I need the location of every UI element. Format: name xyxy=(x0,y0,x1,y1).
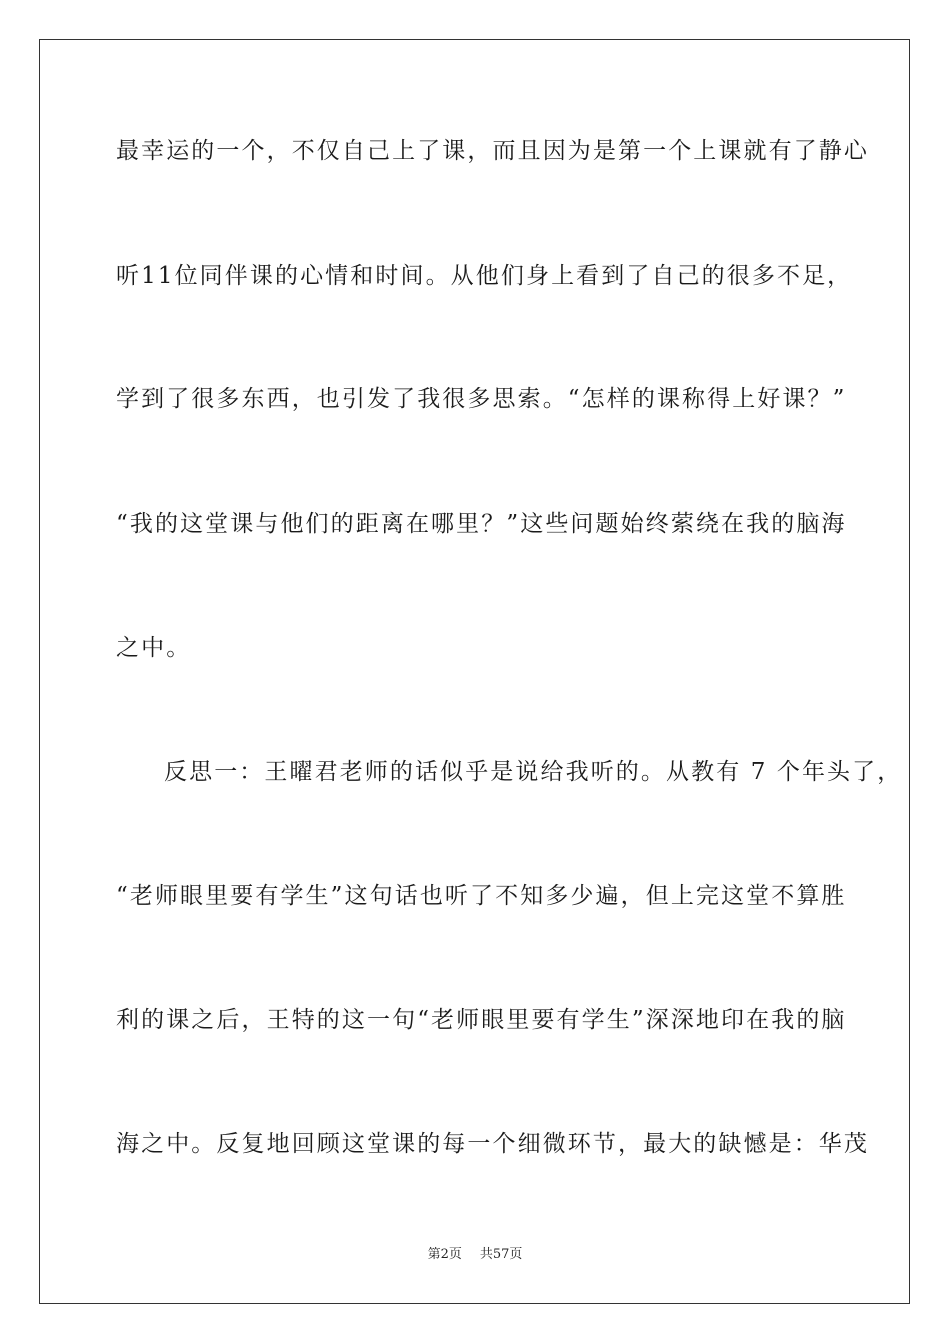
body-text-line: 最幸运的一个，不仅自己上了课，而且因为是第一个上课就有了静心 xyxy=(116,138,869,164)
paragraph-first-line: 反思一：王曜君老师的话似乎是说给我听的。从教有 7 个年头了， xyxy=(164,759,903,785)
page-border xyxy=(39,39,910,1304)
page-number: 第2页 xyxy=(427,1247,462,1262)
body-text-line: 海之中。反复地回顾这堂课的每一个细微环节，最大的缺憾是：华茂 xyxy=(116,1131,869,1157)
body-text-line: “我的这堂课与他们的距离在哪里？”这些问题始终萦绕在我的脑海 xyxy=(116,511,847,537)
body-text-line: 利的课之后，王特的这一句“老师眼里要有学生”深深地印在我的脑 xyxy=(116,1007,847,1033)
page-footer xyxy=(0,1246,950,1264)
body-text-line: 听11位同伴课的心情和时间。从他们身上看到了自己的很多不足， xyxy=(116,263,853,289)
body-text-line: 学到了很多东西，也引发了我很多思索。“怎样的课称得上好课？” xyxy=(116,386,847,412)
page-total: 共57页 xyxy=(479,1247,523,1262)
body-text-line: “老师眼里要有学生”这句话也听了不知多少遍，但上完这堂不算胜 xyxy=(116,883,847,909)
body-text-line: 之中。 xyxy=(116,635,192,661)
